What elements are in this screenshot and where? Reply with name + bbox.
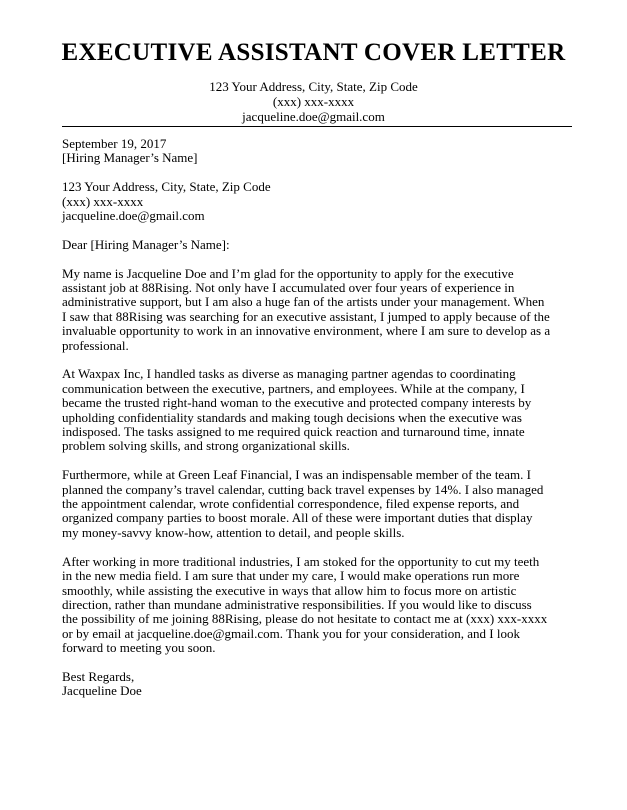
document-title: EXECUTIVE ASSISTANT COVER LETTER [61,39,566,66]
header-divider [62,126,572,127]
letter-date: September 19, 2017 [62,136,167,151]
recipient-name: [Hiring Manager’s Name] [62,150,198,166]
paragraph-green-leaf [62,468,572,540]
recipient-phone: (xxx) xxx-xxxx [62,193,144,209]
letter-body [62,137,572,699]
paragraph-line: After working in more traditional industries, I am stoked for the opportunity to cut my teeth [62,553,540,569]
paragraph-line: communication between the executive, partners, and employees. While at the company, I [62,380,525,396]
paragraph-line: upholding confidentiality standards and making tough decisions when the executive was [62,409,522,425]
paragraph-intro [62,267,572,353]
paragraph-line: problem solving skills, and strong organizational skills. [62,438,350,454]
paragraph-line: Furthermore, while at Green Leaf Financial, I was an indispensable member of the team. I [62,467,531,483]
paragraph-line: At Waxpax Inc, I handled tasks as diverse as managing partner agendas to coordinating [62,366,516,382]
paragraph-line: I saw that 88Rising was searching for an executive assistant, I jumped to apply because of the [62,308,550,324]
recipient-address: 123 Your Address, City, State, Zip Code [62,179,271,195]
header-address: 123 Your Address, City, State, Zip Code [209,79,418,94]
salutation: Dear [Hiring Manager’s Name]: [62,236,230,252]
paragraph-line: My name is Jacqueline Doe and I’m glad for the opportunity to apply for the executive [62,265,514,281]
paragraph-line: the appointment calendar, wrote confidential correspondence, filed expense reports, and [62,496,520,512]
paragraph-line: in the new media field. I am sure that under my care, I would make operations run more [62,568,520,584]
paragraph-line: professional. [62,337,129,353]
paragraph-line: indisposed. The tasks assigned to me required quick reaction and turnaround time, innate [62,424,525,440]
recipient-email: jacqueline.doe@gmail.com [62,208,205,224]
paragraph-line: assistant job at 88Rising. Not only have I accumulated over four years of experience in [62,280,515,296]
paragraph-line: invaluable opportunity to work in an innovative environment, where I am sure to develop as a [62,323,551,339]
paragraph-line: forward to meeting you soon. [62,640,216,656]
paragraph-waxpax [62,367,572,453]
header-contact-block [0,79,627,124]
paragraph-line: administrative support, but I am also a huge fan of the artists under your management. When [62,294,545,310]
header-email: jacqueline.doe@gmail.com [242,109,385,124]
header-phone: (xxx) xxx-xxxx [272,94,355,109]
paragraph-line: direction, rather than mundane administrative responsibilities. If you would like to discuss [62,596,532,612]
paragraph-line: organized company parties to boost morale. All of these were important duties that display [62,510,533,526]
paragraph-line: became the trusted right-hand woman to the executive and protected company interests by [62,395,532,411]
closing-phrase: Best Regards, [62,668,135,684]
paragraph-line: the possibility of me joining 88Rising, please do not hesitate to contact me at (xxx) xxx-xxxx [62,611,548,627]
paragraph-line: planned the company’s travel calendar, cutting back travel expenses by 14%. I also managed [62,481,544,497]
paragraph-line: or by email at jacqueline.doe@gmail.com. Thank you for your consideration, and I look [62,625,520,641]
paragraph-closing [62,555,572,656]
paragraph-line: my money-savvy know-how, attention to detail, and people skills. [62,524,405,540]
signature-name: Jacqueline Doe [62,683,142,699]
paragraph-line: smoothly, while assisting the executive in ways that allow him to focus more on artistic [62,582,517,598]
